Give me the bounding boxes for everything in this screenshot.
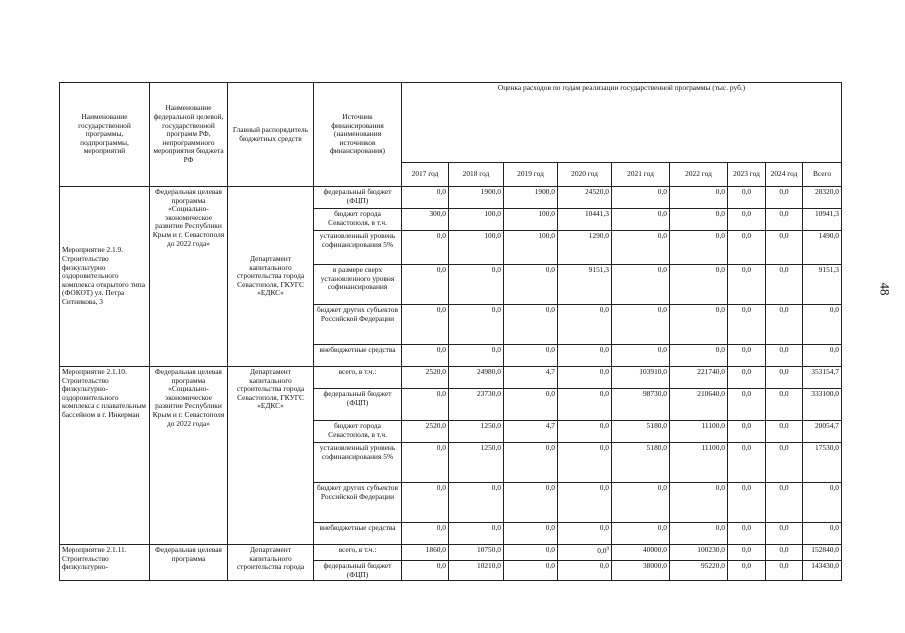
value-text: 0,0 [779, 443, 789, 452]
value-cell [504, 545, 558, 561]
value-text: 333100,0 [811, 389, 839, 398]
value-cell [612, 545, 670, 561]
program-cell: Федеральная целевая программа «Социально-экономическое развитие Республики Крым и г. Севастополя до 2022 года» [150, 187, 228, 367]
value-cell [670, 561, 728, 581]
value-text: 0,0 [545, 545, 555, 554]
value-text: 0,0 [657, 187, 667, 196]
value-text: 4,7 [545, 421, 555, 430]
value-text: 0,0 [545, 561, 555, 570]
value-text: 0,0 [741, 367, 752, 376]
value-text: 0,0 [545, 305, 555, 314]
value-text: 0,0 [436, 443, 446, 452]
value-text: 0,0 [741, 421, 752, 430]
activity-cell: Мероприятие 2.1.11. Строительство физкультурно- [60, 545, 150, 581]
value-text: 0,0 [741, 305, 752, 314]
source-cell: всего, в т.ч.: [314, 367, 402, 389]
value-text: 0,0 [779, 345, 789, 354]
year-header: 2024 год [766, 163, 803, 187]
value-text: 0,0 [545, 265, 555, 274]
value-cell [402, 345, 449, 367]
value-text: 1490,0 [818, 231, 839, 240]
value-text: 1250,0 [480, 443, 501, 452]
value-text: 0,0 [715, 187, 725, 196]
value-cell [766, 443, 803, 483]
value-cell [728, 265, 766, 305]
source-cell: федеральный бюджет (ФЦП) [314, 187, 402, 209]
total-cell [803, 231, 842, 265]
source-cell: внебюджетные средства [314, 345, 402, 367]
year-header: 2023 год [728, 163, 766, 187]
value-text: 0,0 [545, 443, 555, 452]
value-text: 0,0 [436, 305, 446, 314]
value-text: 0,0 [741, 345, 752, 354]
value-text: 0,0 [436, 483, 446, 492]
value-text: 40000,0 [642, 545, 667, 554]
value-text: 20054,7 [814, 421, 839, 430]
value-text: 0,0 [741, 545, 752, 554]
value-text: 4,7 [545, 367, 555, 376]
value-cell [558, 187, 612, 209]
value-text: 0,0 [545, 345, 555, 354]
value-cell [728, 483, 766, 523]
value-cell [670, 305, 728, 345]
value-text: 210640,0 [697, 389, 725, 398]
value-cell [402, 421, 449, 443]
value-cell [449, 421, 504, 443]
value-cell [504, 367, 558, 389]
value-cell [449, 545, 504, 561]
value-cell [449, 209, 504, 231]
source-cell: в размере сверх установленного уровня софинансирования [314, 265, 402, 305]
value-text: 10750,0 [476, 545, 501, 554]
value-cell [504, 209, 558, 231]
value-text: 10441,3 [584, 209, 609, 218]
value-cell [728, 421, 766, 443]
value-cell [558, 209, 612, 231]
value-text: 0,0 [657, 523, 667, 532]
value-text: 300,0 [429, 209, 446, 218]
value-text: 24980,0 [476, 367, 501, 376]
value-cell [728, 443, 766, 483]
value-text: 0,0 [491, 345, 501, 354]
value-cell [612, 367, 670, 389]
year-header: 2018 год [449, 163, 504, 187]
value-cell [402, 305, 449, 345]
header-row [60, 83, 842, 163]
value-text: 1250,0 [480, 421, 501, 430]
table-row [60, 187, 842, 209]
value-cell [766, 345, 803, 367]
value-cell [766, 545, 803, 561]
value-text: 0,0 [741, 389, 752, 398]
value-text: 0,0 [599, 421, 609, 430]
value-text: 0,0 [599, 305, 609, 314]
value-text: 0,0 [779, 389, 789, 398]
value-cell [670, 443, 728, 483]
activity-cell: Мероприятие 2.1.10. Строительство физкультурно-оздоровительного комплекса с плавательным бассейном в г. Инкерман [60, 367, 150, 545]
source-cell: бюджет города Севастополя, в т.ч. [314, 421, 402, 443]
activity-cell: Мероприятие 2.1.9. Строительство физкультурно оздоровительного комплекса открытого типа (ФОКОТ) ул. Петра Ситникова, 3 [60, 187, 150, 367]
value-text: 0,0 [741, 443, 752, 452]
value-text: 0,0 [599, 367, 609, 376]
value-cell [402, 389, 449, 421]
value-text: 28320,0 [814, 187, 839, 196]
value-cell [504, 389, 558, 421]
value-text: 0,0 [545, 483, 555, 492]
value-cell [504, 231, 558, 265]
value-cell [558, 483, 612, 523]
value-text: 10941,3 [814, 209, 839, 218]
value-cell [612, 523, 670, 545]
header-manager: Главный распорядитель бюджетных средств [228, 83, 314, 187]
value-text: 0,0 [741, 561, 752, 570]
value-text: 0,0 [599, 389, 609, 398]
value-cell [670, 187, 728, 209]
value-cell [766, 421, 803, 443]
value-text: 0,0 [436, 561, 446, 570]
value-text: 0,0 [599, 443, 609, 452]
value-text: 0,0 [779, 305, 789, 314]
value-cell [612, 187, 670, 209]
value-text: 1290,0 [588, 231, 609, 240]
year-header: 2020 год [558, 163, 612, 187]
value-cell [670, 367, 728, 389]
value-cell [728, 561, 766, 581]
value-text: 0,0 [436, 389, 446, 398]
value-text: 0,0 [779, 231, 789, 240]
value-text: 152840,0 [811, 545, 839, 554]
value-text: 5180,0 [646, 421, 667, 430]
value-text: 0,0 [741, 523, 752, 532]
value-cell [766, 265, 803, 305]
value-cell [670, 265, 728, 305]
value-text: 0,0 [779, 545, 789, 554]
value-cell [402, 265, 449, 305]
year-header: 2017 год [402, 163, 449, 187]
value-cell [670, 231, 728, 265]
value-text: 0,0 [657, 209, 667, 218]
value-text: 0,0 [829, 345, 839, 354]
total-cell [803, 305, 842, 345]
value-text: 10210,0 [476, 561, 501, 570]
value-cell [670, 483, 728, 523]
value-cell [728, 523, 766, 545]
value-cell [766, 187, 803, 209]
value-cell [670, 389, 728, 421]
table-row [60, 367, 842, 389]
source-cell: бюджет других субъектов Российской Федерации [314, 483, 402, 523]
year-header: 2022 год [670, 163, 728, 187]
value-text: 0,0 [545, 389, 555, 398]
header-program: Наименование федеральной целевой, государственной программ РФ, непрограммного мероприятия бюджета РФ [150, 83, 228, 187]
value-text: 0,0 [741, 231, 752, 240]
value-text: 0,0 [599, 483, 609, 492]
value-text: 0,0 [779, 483, 789, 492]
value-cell [558, 345, 612, 367]
value-cell [728, 389, 766, 421]
value-text: 100,0 [538, 209, 555, 218]
value-text: 0,0 [715, 523, 725, 532]
value-cell [728, 209, 766, 231]
value-text: 0,0 [741, 209, 752, 218]
value-text: 0,0 [491, 265, 501, 274]
source-cell: федеральный бюджет (ФЦП) [314, 561, 402, 581]
value-cell [728, 231, 766, 265]
value-cell [504, 523, 558, 545]
value-cell [449, 187, 504, 209]
value-cell [504, 421, 558, 443]
value-cell [670, 421, 728, 443]
value-cell [612, 561, 670, 581]
header-source: Источник финансирования (наименования источников финансирования) [314, 83, 402, 187]
value-text: 9151,3 [588, 265, 609, 274]
value-cell [612, 305, 670, 345]
value-text: 0,0 [779, 265, 789, 274]
value-text: 5180,0 [646, 443, 667, 452]
value-cell [504, 187, 558, 209]
value-cell [449, 265, 504, 305]
value-text: 0,0 [715, 209, 725, 218]
total-cell [803, 345, 842, 367]
value-cell [612, 345, 670, 367]
value-cell [449, 345, 504, 367]
value-text: 0,0 [436, 265, 446, 274]
value-cell [766, 209, 803, 231]
value-text: 0,0 [491, 523, 501, 532]
value-cell [504, 305, 558, 345]
value-cell [728, 367, 766, 389]
value-text: 0,0 [829, 305, 839, 314]
value-cell [449, 231, 504, 265]
value-text: 0,0 [436, 231, 446, 240]
value-text: 0,0 [715, 231, 725, 240]
source-cell: бюджет других субъектов Российской Федерации [314, 305, 402, 345]
value-text: 2520,0 [425, 421, 446, 430]
value-cell [766, 523, 803, 545]
year-header: 2021 год [612, 163, 670, 187]
value-cell [612, 389, 670, 421]
source-cell: федеральный бюджет (ФЦП) [314, 389, 402, 421]
value-text: 11100,0 [701, 421, 725, 430]
total-cell [803, 443, 842, 483]
value-text: 0,0 [715, 345, 725, 354]
value-cell [504, 561, 558, 581]
total-cell [803, 209, 842, 231]
value-cell [612, 209, 670, 231]
value-cell [766, 367, 803, 389]
value-text: 0,0 [599, 561, 609, 570]
value-text: 0,0 [657, 265, 667, 274]
value-text: 0,0 [741, 187, 752, 196]
value-cell [449, 443, 504, 483]
value-cell [504, 265, 558, 305]
source-cell: установленный уровень софинансирования 5% [314, 443, 402, 483]
value-cell [449, 483, 504, 523]
value-cell [449, 367, 504, 389]
value-text: 0,0 [715, 305, 725, 314]
value-cell [766, 305, 803, 345]
value-text: 0,0 [657, 345, 667, 354]
source-cell: внебюджетные средства [314, 523, 402, 545]
value-text: 0,0 [545, 523, 555, 532]
value-cell [558, 443, 612, 483]
total-cell [803, 389, 842, 421]
value-cell [558, 305, 612, 345]
header-activity: Наименование государственной программы, подпрограммы, мероприятий [60, 83, 150, 187]
value-cell [402, 483, 449, 523]
value-cell [402, 231, 449, 265]
value-text: 11100,0 [701, 443, 725, 452]
value-text: 0,0 [829, 483, 839, 492]
value-text: 0,0 [491, 483, 501, 492]
value-text: 0,0 [657, 305, 667, 314]
manager-cell: Департамент капитального строительства города [228, 545, 314, 581]
value-cell [766, 389, 803, 421]
value-text: 0,0 [599, 345, 609, 354]
value-text: 0,0 [436, 345, 446, 354]
value-cell [612, 421, 670, 443]
program-cell: Федеральная целевая программа «Социально-экономическое развитие Республики Крым и г. Севастополя до 2022 года» [150, 367, 228, 545]
value-cell [670, 345, 728, 367]
value-text: 38000,0 [642, 561, 667, 570]
value-cell [766, 483, 803, 523]
value-text: 353154,7 [811, 367, 839, 376]
value-cell [504, 345, 558, 367]
value-cell [670, 209, 728, 231]
year-header: 2019 год [504, 163, 558, 187]
value-text: 143430,0 [811, 561, 839, 570]
total-cell [803, 483, 842, 523]
value-text: 0,0 [715, 265, 725, 274]
value-text: 0,0 [779, 187, 789, 196]
value-text: 0,0 [599, 523, 609, 532]
value-text: 100,0 [484, 209, 501, 218]
value-cell [558, 561, 612, 581]
value-cell [402, 187, 449, 209]
value-cell [504, 443, 558, 483]
value-cell [728, 545, 766, 561]
source-cell: бюджет города Севастополя, в т.ч. [314, 209, 402, 231]
header-estimate: Оценка расходов по годам реализации государственной программы (тыс. руб.) [402, 83, 842, 163]
value-text: 98730,0 [642, 389, 667, 398]
value-cell [612, 231, 670, 265]
value-text: 221740,0 [697, 367, 725, 376]
source-cell: всего, в т.ч.: [314, 545, 402, 561]
value-cell [670, 545, 728, 561]
value-cell [728, 187, 766, 209]
value-text: 23730,0 [476, 389, 501, 398]
value-text: 24520,0 [584, 187, 609, 196]
footnote-mark: 9 [606, 547, 609, 552]
value-text: 103910,0 [639, 367, 667, 376]
value-text: 1860,0 [425, 545, 446, 554]
value-cell [558, 367, 612, 389]
page-number: 48 [877, 282, 893, 296]
value-cell [612, 265, 670, 305]
value-cell [449, 305, 504, 345]
value-cell [558, 389, 612, 421]
value-text: 0,0 [657, 483, 667, 492]
total-cell [803, 187, 842, 209]
table-row [60, 545, 842, 561]
value-cell [558, 545, 612, 561]
value-text: 0,0 [779, 421, 789, 430]
value-cell [728, 305, 766, 345]
value-cell [402, 367, 449, 389]
value-cell [449, 389, 504, 421]
value-text: 0,0 [657, 231, 667, 240]
value-cell [766, 231, 803, 265]
value-cell [402, 523, 449, 545]
value-cell [558, 231, 612, 265]
value-cell [449, 561, 504, 581]
manager-cell: Департамент капитального строительства города Севастополя, ГКУГС «ЕДКС» [228, 187, 314, 367]
value-cell [449, 523, 504, 545]
total-cell [803, 367, 842, 389]
value-text: 100,0 [484, 231, 501, 240]
value-cell [612, 483, 670, 523]
value-text: 0,0 [436, 523, 446, 532]
value-text: 9151,3 [818, 265, 839, 274]
value-text: 17530,0 [814, 443, 839, 452]
value-text: 0,0 [779, 523, 789, 532]
total-cell [803, 523, 842, 545]
value-text: 95220,0 [700, 561, 725, 570]
value-cell [558, 523, 612, 545]
manager-cell: Департамент капитального строительства города Севастополя, ГКУГС «ЕДКС» [228, 367, 314, 545]
value-text: 100,0 [538, 231, 555, 240]
source-cell: установленный уровень софинансирования 5% [314, 231, 402, 265]
value-cell [612, 443, 670, 483]
value-text: 1900,0 [534, 187, 555, 196]
value-cell [504, 483, 558, 523]
value-text: 1900,0 [480, 187, 501, 196]
total-header: Всего [803, 163, 842, 187]
total-cell [803, 265, 842, 305]
value-cell [728, 345, 766, 367]
value-text: 2520,0 [425, 367, 446, 376]
value-cell [402, 443, 449, 483]
value-cell [402, 209, 449, 231]
value-text: 0,0 [597, 546, 607, 556]
value-cell [402, 545, 449, 561]
value-text: 0,0 [779, 561, 789, 570]
value-text: 0,0 [436, 187, 446, 196]
value-text: 100230,0 [697, 545, 725, 554]
value-text: 0,0 [741, 483, 752, 492]
value-text: 0,0 [779, 367, 789, 376]
value-text: 0,0 [779, 209, 789, 218]
value-text: 0,0 [741, 265, 752, 274]
total-cell [803, 421, 842, 443]
value-cell [558, 265, 612, 305]
value-cell [766, 561, 803, 581]
value-cell [670, 523, 728, 545]
value-cell [402, 561, 449, 581]
program-cell: Федеральная целевая программа [150, 545, 228, 581]
value-text: 0,0 [829, 523, 839, 532]
budget-table [59, 82, 842, 581]
value-text: 0,0 [715, 483, 725, 492]
total-cell [803, 545, 842, 561]
total-cell [803, 561, 842, 581]
value-text: 0,0 [491, 305, 501, 314]
value-cell [558, 421, 612, 443]
